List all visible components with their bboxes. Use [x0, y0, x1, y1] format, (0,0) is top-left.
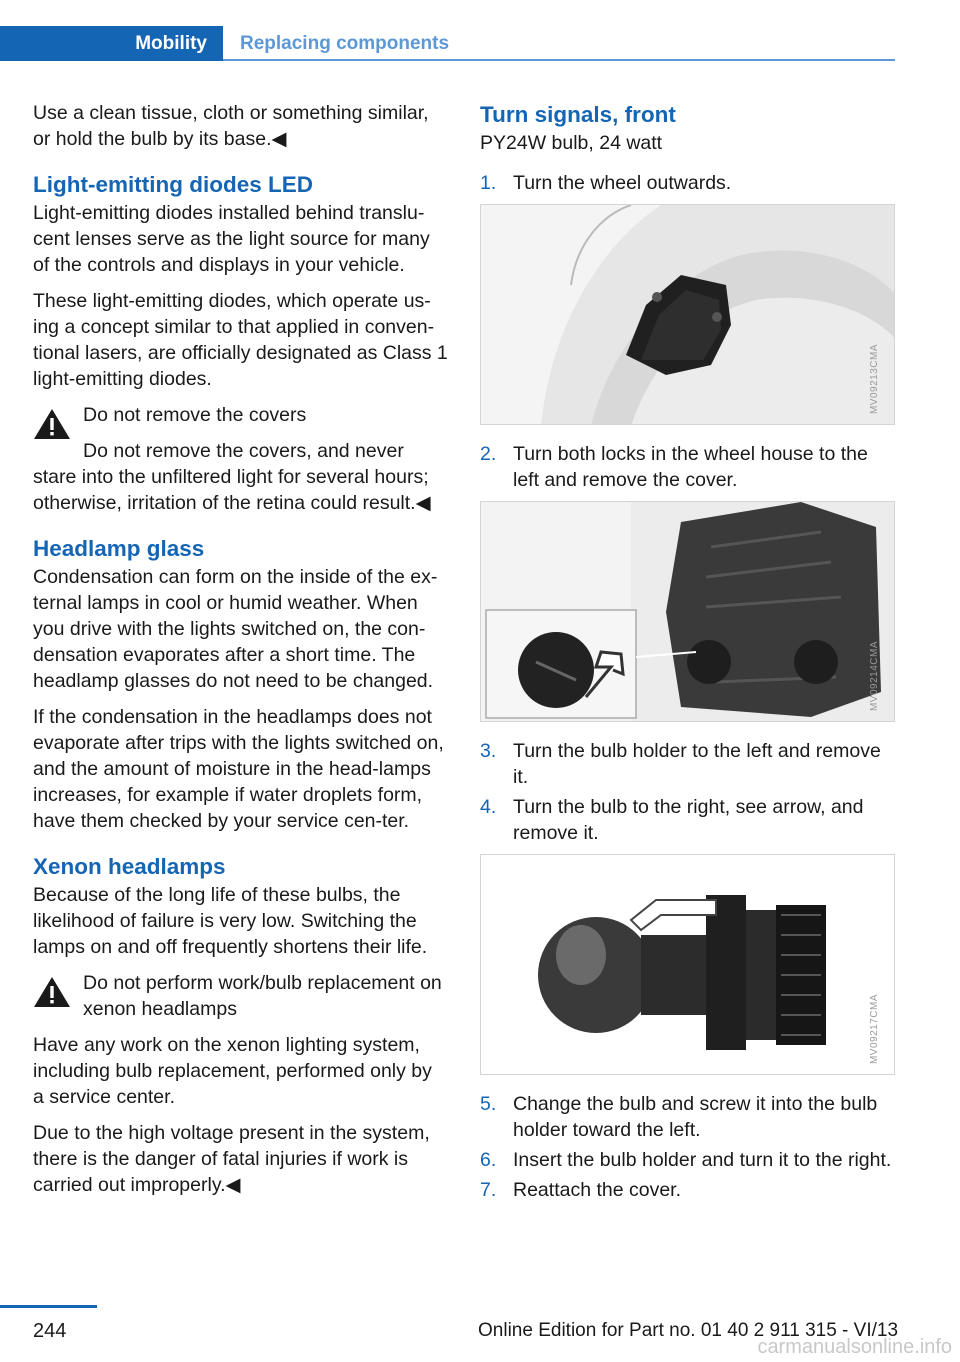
xenon-heading: Xenon headlamps — [33, 854, 226, 879]
right-column — [480, 100, 895, 1207]
step-number: 7. — [480, 1179, 497, 1201]
led-paragraph-1: Light-emitting diodes installed behind translu-cent lenses serve as the light source for many of the controls and displays in your vehicle. — [33, 202, 430, 276]
wheel-housing-illustration — [481, 205, 895, 425]
step-text: Change the bulb and screw it into the bulb holder toward the left. — [513, 1093, 878, 1141]
edition-text: Online Edition for Part no. 01 40 2 911 315 - VI/13 — [478, 1320, 899, 1341]
step-text: Insert the bulb holder and turn it to the right. — [513, 1149, 892, 1171]
step-number: 5. — [480, 1093, 497, 1115]
bulb-holder-illustration — [481, 855, 895, 1075]
header-rule — [223, 59, 895, 61]
tab-replacing-components[interactable]: Replacing components — [240, 33, 450, 54]
section-headlamp-glass — [33, 534, 448, 834]
led-paragraph-2: These light-emitting diodes, which operate us-ing a concept similar to that applied in conven-tional lasers, are officially designated as Class 1 light-emitting diodes. — [33, 290, 448, 390]
step-4 — [480, 794, 895, 846]
warning-triangle-icon — [33, 975, 71, 1009]
left-column — [33, 100, 448, 1208]
led-heading: Light-emitting diodes LED — [33, 172, 313, 197]
warning-xenon-paragraph-1: Have any work on the xenon lighting system, including bulb replacement, performed only by a service center. — [33, 1034, 432, 1108]
page-number: 244 — [33, 1320, 67, 1342]
figure-wheel-outwards — [480, 204, 895, 425]
step-text: Turn the bulb holder to the left and remove it. — [513, 740, 881, 788]
step-6 — [480, 1147, 895, 1173]
figure-remove-cover — [480, 501, 895, 722]
page-number-rule — [0, 1305, 97, 1308]
turn-signals-heading: Turn signals, front — [480, 102, 676, 127]
section-xenon — [33, 852, 448, 1198]
step-2 — [480, 441, 895, 493]
step-1 — [480, 170, 895, 196]
watermark: carmanualsonline.info — [757, 1336, 952, 1358]
intro-paragraph: Use a clean tissue, cloth or something similar, or hold the bulb by its base.◀ — [33, 102, 429, 150]
step-3 — [480, 738, 895, 790]
step-7 — [480, 1177, 895, 1203]
step-number: 4. — [480, 796, 497, 818]
step-number: 3. — [480, 740, 497, 762]
warning-xenon-paragraph-2: Due to the high voltage present in the system, there is the danger of fatal injuries if work is carried out improperly.◀ — [33, 1122, 430, 1196]
step-5 — [480, 1091, 895, 1143]
step-number: 1. — [480, 172, 497, 194]
section-led — [33, 170, 448, 516]
figure-code: MV09217CMA — [869, 993, 880, 1064]
glass-paragraph-2: If the condensation in the headlamps does not evaporate after trips with the lights switched on, and the amount of moisture in the head-lamps increases, for example if water droplets form, have them checked by your service cen-ter. — [33, 706, 444, 832]
step-number: 2. — [480, 443, 497, 465]
step-number: 6. — [480, 1149, 497, 1171]
cover-locks-illustration — [481, 502, 895, 722]
step-text: Turn the wheel outwards. — [513, 172, 732, 194]
step-text: Turn the bulb to the right, see arrow, and remove it. — [513, 796, 864, 844]
xenon-paragraph-1: Because of the long life of these bulbs, the likelihood of failure is very low. Switching the lamps on and off frequently shortens their life. — [33, 884, 428, 958]
figure-code: MV09213CMA — [869, 343, 880, 414]
warning-covers-body: Do not remove the covers, and never stare into the unfiltered light for several hours; otherwise, irritation of the retina could result.◀ — [33, 440, 431, 514]
warning-covers — [33, 402, 448, 516]
warning-xenon — [33, 970, 448, 1022]
warning-triangle-icon — [33, 407, 71, 441]
tab-mobility[interactable]: Mobility — [0, 26, 223, 61]
header-tabs — [0, 26, 895, 62]
step-text: Reattach the cover. — [513, 1179, 682, 1201]
bulb-spec: PY24W bulb, 24 watt — [480, 132, 663, 154]
step-text: Turn both locks in the wheel house to the left and remove the cover. — [513, 443, 868, 491]
warning-covers-title: Do not remove the covers — [83, 404, 307, 426]
glass-paragraph-1: Condensation can form on the inside of the ex-ternal lamps in cool or humid weather. When you drive with the lights switched on, the con-densation evaporates after a short time. The headlamp glasses do not need to be changed. — [33, 566, 438, 692]
figure-bulb-removal — [480, 854, 895, 1075]
glass-heading: Headlamp glass — [33, 536, 205, 561]
warning-xenon-title: Do not perform work/bulb replacement on xenon headlamps — [83, 972, 442, 1020]
figure-code: MV09214CMA — [869, 640, 880, 711]
